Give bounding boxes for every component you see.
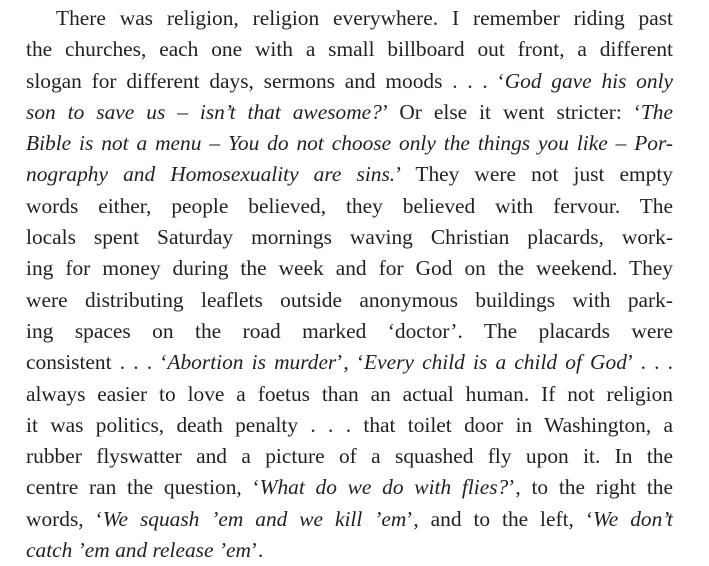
text-segment: ’. (250, 538, 264, 563)
text-line (26, 379, 673, 410)
text-line (26, 441, 673, 472)
text-segment: There was religion, religion everywhere. I remember riding past (56, 6, 673, 30)
text-segment: ’ They were not just empty (395, 162, 673, 187)
text-segment: locals spent Saturday mornings waving Christian placards, work- (26, 225, 673, 250)
text-segment: slogan for different days, sermons and moods . . . ‘ (26, 68, 505, 93)
text-line (26, 34, 673, 65)
text-segment: rubber flyswatter and a picture of a squashed fly upon it. In the (26, 444, 673, 469)
italic-text-segment: nography and Homosexuality are sins. (26, 162, 396, 187)
italic-text-segment: God gave his only (504, 68, 674, 93)
text-segment: the churches, each one with a small billboard out front, a different (26, 37, 673, 62)
text-segment: ’, to the right the (508, 475, 673, 500)
italic-text-segment: Every child is a child of God (364, 350, 627, 375)
italic-text-segment: What do we do with flies? (259, 475, 509, 500)
text-segment: words either, people believed, they believed with fervour. The (26, 193, 673, 218)
italic-text-segment: Abortion is murder (167, 350, 337, 375)
text-segment: centre ran the question, ‘ (26, 475, 260, 500)
text-line (26, 535, 673, 566)
text-line (26, 128, 673, 159)
text-segment: always easier to love a foetus than an actual human. If not religion (26, 381, 673, 406)
text-line (26, 253, 673, 284)
text-line (26, 191, 673, 222)
text-segment: ing spaces on the road marked ‘doctor’. The placards were (26, 318, 673, 343)
text-line (26, 285, 673, 316)
text-segment: ’, and to the left, ‘ (406, 506, 593, 531)
text-line (26, 3, 673, 34)
text-line (26, 97, 673, 128)
text-segment: ing for money during the week and for God on the weekend. They (26, 256, 673, 281)
text-line (26, 347, 673, 378)
text-line (26, 472, 673, 503)
italic-text-segment: We squash ’em and we kill ’em (102, 506, 407, 531)
text-segment: it was politics, death penalty . . . that toilet door in Washington, a (26, 412, 673, 437)
text-segment: ’ Or else it went stricter: ‘ (381, 99, 641, 124)
text-segment: words, ‘ (26, 506, 103, 531)
text-segment: ’ . . . (626, 350, 673, 375)
text-segment: were distributing leaflets outside anonymous buildings with park- (26, 287, 673, 312)
text-segment: ’, ‘ (336, 350, 365, 375)
italic-text-segment: The (640, 99, 673, 124)
text-line (26, 222, 673, 253)
italic-text-segment: Bible is not a menu – You do not choose only the things you like – Por- (26, 131, 673, 156)
text-line (26, 504, 673, 535)
italic-text-segment: catch ’em and release ’em (26, 538, 251, 563)
text-line (26, 410, 673, 441)
text-segment: consistent . . . ‘ (26, 350, 168, 375)
italic-text-segment: son to save us – isn’t that awesome? (26, 99, 382, 124)
body-paragraph (26, 3, 673, 566)
text-line (26, 66, 673, 97)
text-line (26, 316, 673, 347)
italic-text-segment: We don’t (592, 506, 673, 531)
text-line (26, 159, 673, 190)
